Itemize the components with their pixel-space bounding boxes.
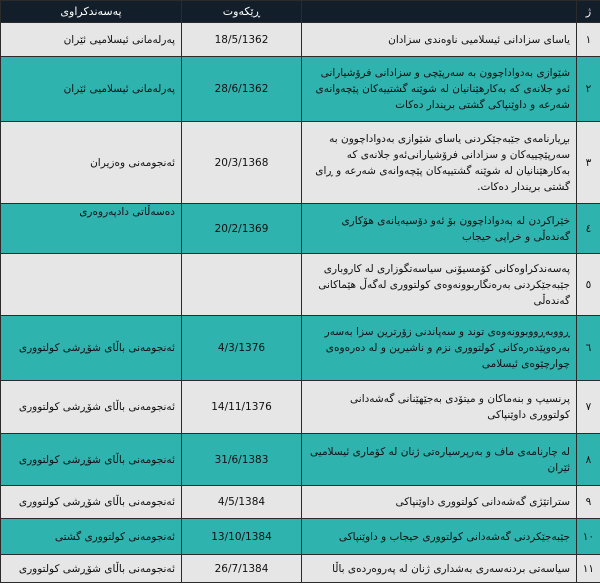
- row-date: 31/6/1383: [182, 434, 302, 486]
- table-row: [1, 486, 600, 519]
- row-number: ١٠: [577, 519, 600, 555]
- row-date: 4/5/1384: [182, 486, 302, 519]
- header-title: [302, 1, 577, 23]
- row-author: ئەنجومەنی باڵای شۆڕشی کولتووری: [1, 434, 182, 486]
- row-title: لە چارنامەی ماف و بەرپرسیارەتی ژنان لە کۆماری ئیسلامیی ئێران: [302, 434, 577, 486]
- row-title: ڕووبەڕووبوونەوەی توند و سەپاندنی زۆرترین سزا بەسەر بەرەوپێدەرەکانی کولتووری نزم و ناشیرین و لە دەرەوەی چوارچێوەی ئیسلامی: [302, 316, 577, 381]
- row-author: ئەنجومەنی کولتووری گشتی: [1, 519, 182, 555]
- row-number: ٦: [577, 316, 600, 381]
- row-author: [1, 254, 182, 316]
- row-title: شێوازی بەدواداچوون بە سەرپێچی و سزادانی فرۆشیارانی ئەو جلانەی کە بەکارهێنانیان لە شوێنە گشتییەکان پێچەوانەی شەرعە و داوێنپاکی گشتی بریندار دەکات: [302, 57, 577, 122]
- table-row: [1, 122, 600, 204]
- row-author: ئەنجومەنی باڵای شۆڕشی کولتووری: [1, 316, 182, 381]
- table-row: [1, 434, 600, 486]
- table-row: [1, 23, 600, 57]
- row-author: ئەنجومەنی باڵای شۆڕشی کولتووری: [1, 381, 182, 434]
- row-number: ٤: [577, 204, 600, 254]
- row-author: دەسەڵاتی دادپەروەری: [1, 204, 182, 254]
- row-date: 18/5/1362: [182, 23, 302, 57]
- row-date: 14/11/1376: [182, 381, 302, 434]
- row-title: یاسای سزادانی ئیسلامیی ناوەندی سزادان: [302, 23, 577, 57]
- row-date: [182, 254, 302, 316]
- row-number: ٥: [577, 254, 600, 316]
- row-number: ١: [577, 23, 600, 57]
- row-number: ٣: [577, 122, 600, 204]
- row-title: ستراتێژی گەشەدانی کولتووری داوێنپاکی: [302, 486, 577, 519]
- row-author: ئەنجومەنی باڵای شۆڕشی کولتووری: [1, 486, 182, 519]
- row-date: 4/3/1376: [182, 316, 302, 381]
- header-author: پەسەندکراوی: [1, 1, 182, 23]
- row-number: ٧: [577, 381, 600, 434]
- table-row: [1, 57, 600, 122]
- row-title: سیاسەتی بردنەسەری بەشداری ژنان لە پەروەردەی باڵا: [302, 555, 577, 583]
- row-number: ٢: [577, 57, 600, 122]
- row-date: 28/6/1362: [182, 57, 302, 122]
- row-author: پەرلەمانی ئیسلامیی ئێران: [1, 57, 182, 122]
- row-title: پرنسیپ و بنەماکان و میتۆدی بەجێهێنانی گەشەدانی کولتووری داوێنپاکی: [302, 381, 577, 434]
- row-author: پەرلەمانی ئیسلامیی ئێران: [1, 23, 182, 57]
- row-title: بڕیارنامەی جێبەجێکردنی یاسای شێوازی بەدواداچوون بە سەرپێچییەکان و سزادانی فرۆشیارانی‌ئەو جلانەی کە بەکارهێنانیان لە شوێنە گشتییەکان پێچەوانەی شەرعە و ڕای گشتی بریندار دەکات.: [302, 122, 577, 204]
- header-row: [1, 1, 600, 23]
- row-number: ٩: [577, 486, 600, 519]
- table-row: [1, 555, 600, 583]
- row-number: ٨: [577, 434, 600, 486]
- table-row: [1, 519, 600, 555]
- row-title: خێراکردن لە بەدواداچوون بۆ ئەو دۆسیەیانەی هۆکاری گەندەڵی و خراپی حیجاب: [302, 204, 577, 254]
- row-title: پەسەندکراوەکانی کۆمسیۆنی سیاسەتگوزاری لە کاروباری جێبەجێکردنی بەرەنگاربوونەوەی کولتووری لەگەڵ هێماکانی گەندەڵی: [302, 254, 577, 316]
- table-row: [1, 204, 600, 254]
- row-date: 13/10/1384: [182, 519, 302, 555]
- table-row: [1, 316, 600, 381]
- row-date: 26/7/1384: [182, 555, 302, 583]
- row-number: ١١: [577, 555, 600, 583]
- table-row: [1, 254, 600, 316]
- header-number: ژ: [577, 1, 600, 23]
- header-date: ڕێکەوت: [182, 1, 302, 23]
- table-row: [1, 381, 600, 434]
- row-date: 20/2/1369: [182, 204, 302, 254]
- row-title: جێبەجێکردنی گەشەدانی کولتووری حیجاب و داوێنپاکی: [302, 519, 577, 555]
- row-date: 20/3/1368: [182, 122, 302, 204]
- row-author: ئەنجومەنی باڵای شۆڕشی کولتووری: [1, 555, 182, 583]
- row-author: ئەنجومەنی وەزیران: [1, 122, 182, 204]
